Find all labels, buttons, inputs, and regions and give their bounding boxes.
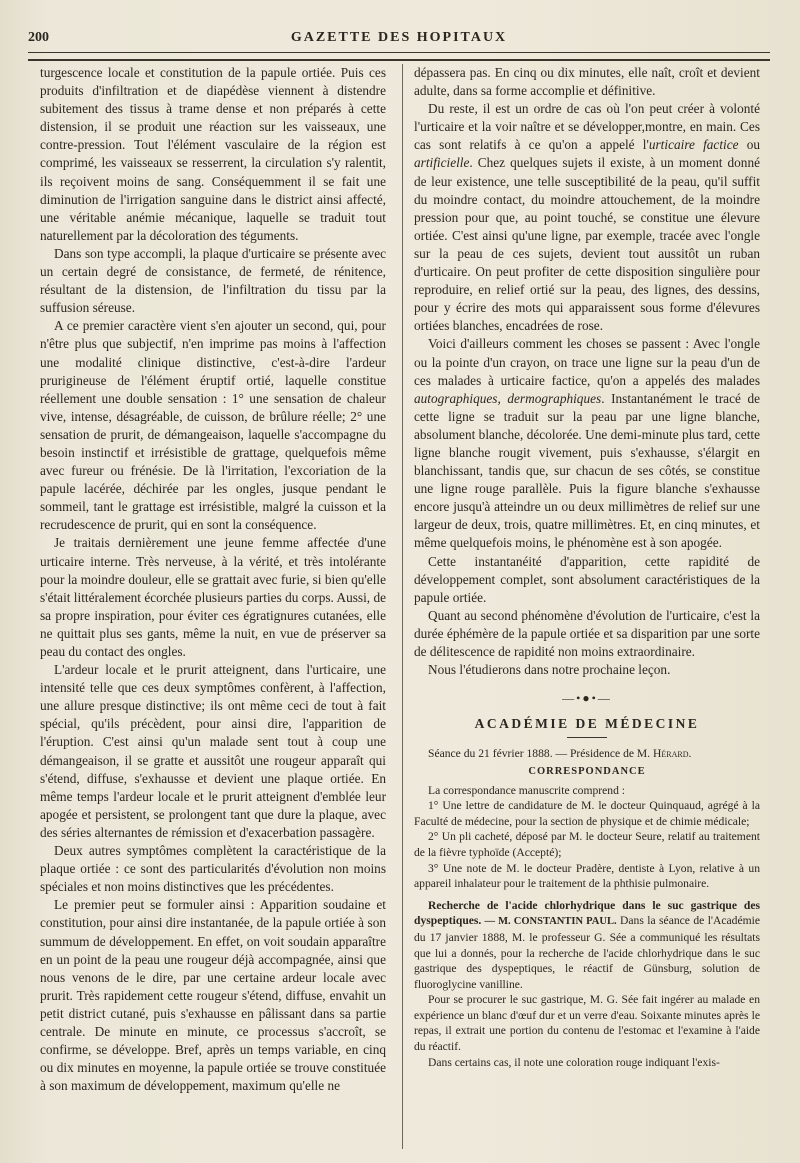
paragraph: Deux autres symptômes complètent la caractéristique de la plaque ortiée : ce sont des particularités d'évolution non moins spéciales et non moins distinctives que les précédentes.	[40, 843, 386, 895]
left-column	[40, 64, 386, 1149]
paragraph: dépassera pas. En cinq ou dix minutes, elle naît, croît et devient adulte, dans sa forme accomplie et définitive.	[414, 65, 760, 99]
column-divider	[402, 64, 403, 1149]
journal-title: GAZETTE DES HOPITAUX	[290, 30, 508, 45]
header-rule	[28, 52, 770, 53]
paragraph: turgescence locale et constitution de la papule ortiée. Puis ces produits d'infiltration et de diapédèse viennent à distendre subitement des tissus à trame dense et non préparés à cette distension, il se produit une réaction sur les vaisseaux, une contre-pression. Tout l'élément vasculaire de la région est comprimé, les vaisseaux se resserrent, la circulation s'y ralentit, ils reçoivent moins de sang. Conséquemment il se fait une diminution de l'irrigation sanguine dans le district ainsi affecté, une véritable anémie mécanique, laquelle se traduit tout naturellement par la décoloration des téguments.	[40, 65, 386, 243]
header-rule-double	[28, 59, 770, 61]
text-run: Séance du 21 février 1888. — Présidence de M.	[428, 747, 654, 761]
paragraph: Le premier peut se formuler ainsi : Apparition soudaine et constitution, pour ainsi dire instantanée, de la papule ortiée à son summum de développement. En effet, on voit soudain apparaître en un point de la peau une rougeur déjà accompagnée, ainsi que nous venons de le dire, par une certaine ardeur locale avec prurit. Très rapidement cette rougeur s'étend, diffuse, envahit un petit district cutané, puis s'exhausse en pâlissant dans sa partie centrale. De minute en minute, ce processus s'accroît, se confirme, se développe. Bref, après un temps variable, en cinq ou dix minutes en moyenne, la papule ortiée se trouve constituée à son maximum de développement, maximum qu'elle ne	[40, 897, 386, 1094]
text-run: .	[688, 747, 692, 761]
paragraph	[414, 335, 760, 552]
paragraph	[414, 100, 760, 335]
page-number: 200	[28, 30, 49, 45]
academie-report	[414, 746, 760, 1070]
italic-term: urticaire factice	[648, 137, 739, 153]
list-item: 1° Une lettre de candidature de M. le docteur Quinquaud, agrégé à la Faculté de médecine, pour la section de physique et de chimie médicale;	[414, 799, 760, 828]
paragraph: Quant au second phénomène d'évolution de l'urticaire, c'est la durée éphémère de la papule ortiée et sa disparition par une sorte de délitescence de rapidité non moins extraordinaire.	[414, 607, 760, 659]
president-name: Hérard	[653, 747, 689, 761]
section-title: ACADÉMIE DE MÉDECINE	[474, 716, 700, 732]
article-author: — M. CONSTANTIN PAUL.	[481, 916, 617, 928]
text-run: ou	[738, 137, 760, 153]
text-run: Du reste, il est un ordre de cas où l'on peut créer à volonté l'urticaire et la voir naître et se développer,montre, en main. Ces cas sont relatifs à ce qu'on a appelé l'	[414, 101, 760, 153]
paragraph: Nous l'étudierons dans notre prochaine leçon.	[428, 662, 671, 678]
seance-line	[414, 746, 760, 762]
section-ornament: —•●•—	[562, 691, 612, 706]
page-header	[28, 28, 770, 50]
paragraph	[414, 898, 760, 993]
subheading: CORRESPONDANCE	[528, 765, 646, 777]
paragraph: L'ardeur locale et le prurit atteignent, dans l'urticaire, une intensité telle que ces deux symptômes confèrent, à l'affection, une allure presque distinctive; ils ont même ceci de tout à fait spécial, qu'ils précèdent, pour ainsi dire, l'apparition de l'éruption. C'est ainsi qu'un malade sent tout à coup une démangeaison, il se gratte et aussitôt une rougeur apparaît qui s'étend, diffuse, s'exhausse et devient une plaque ortiée. En même temps l'ardeur locale et le prurit atteignent d'emblée leur apogée et persistent, se prolongent tant que dure la plaque, avec des séries alternantes de rémission et d'exacerbation passagère.	[40, 662, 386, 840]
text-run: . Chez quelques sujets il existe, à un moment donné de leur existence, une telle susceptibilité de la peau, qu'il suffit du moindre contact, du moindre attouchement, de la moindre pression pour que, au point touché, se constitue une élevure ortiée. C'est ainsi qu'une ligne, par exemple, tracée avec l'ongle sur la peau de ces sujets, devient tout aussitôt un ruban d'urticaire. On peut profiter de cette disposition singulière pour reproduire, en relief ortié sur la peau, des lignes, des dessins, pour y écrire des mots qui apparaissent sous forme d'élevures ortiées blanches, encadrées de rose.	[414, 155, 760, 334]
paragraph: Pour se procurer le suc gastrique, M. G. Sée fait ingérer au malade en expérience un blanc d'œuf dur et un verre d'eau. Soixante minutes après le repas, il extrait une portion du contenu de l'estomac et l'examine à l'aide du réactif.	[414, 993, 760, 1054]
text-run: . Instantanément le tracé de cette ligne se traduit sur la peau par une ligne blanche, absolument blanche, décolorée. Une demi-minute plus tard, cette ligne blanche rougit vivement, puis s'exhausse, s'élargit en blanchissant, tandis que, sur chacun de ses côtés, se constitue une ligne rouge parallèle. Puis la figure blanche s'exhausse encore jusqu'à atteindre un ou deux millimètres de relief sur une largeur de deux, trois, quatre millimètres. Et, en cinq minutes, et même quelquefois moins, le phénomène est à son apogée.	[414, 390, 760, 551]
paragraph: Dans son type accompli, la plaque d'urticaire se présente avec un certain degré de consistance, de fermeté, de rénitence, résultant de la distension, de l'infiltration du tissu par la suffusion séreuse.	[40, 245, 386, 316]
italic-term: artificielle	[414, 155, 470, 171]
paragraph: A ce premier caractère vient s'en ajouter un second, qui, pour n'être plus que subjectif, n'en imprime pas moins à l'affection une modalité clinique distinctive, c'est-à-dire l'ardeur prurigineuse de l'élément éruptif ortié, laquelle constitue réellement une double sensation : 1° une sensation de chaleur vive, intense, désagréable, de cuisson, de brûlure réelle; 2° une sensation de prurit, de démangeaison, laquelle s'accompagne du besoin instinctif et irrésistible de grattage, quelquefois même avec fureur ou frénésie. De là l'irritation, l'excoriation de la papule lacérée, déchirée par les ongles, jusque pendant le sommeil, tant le grattage est irrésistible, malgré la cuisson et la recrudescence de prurit, qui en sont la conséquence.	[40, 318, 386, 533]
list-item: 2° Un pli cacheté, déposé par M. le docteur Seure, relatif au traitement de la fièvre typhoïde (Accepté);	[414, 830, 760, 859]
paragraph: Dans certains cas, il note une coloration rouge indiquant l'exis-	[428, 1055, 720, 1069]
text-run: Dans la séance de l'Académie du 17 janvier 1888, M. le professeur G. Sée a communiqué les résultats que lui a donnés, pour la recherche de l'acide chlorhydrique dans le suc gastrique des dyspeptiques, le réactif de Günsburg, solution de fluoroglycine vanilline.	[414, 914, 760, 991]
paragraph: La correspondance manuscrite comprend :	[428, 783, 626, 797]
right-column	[414, 64, 760, 1149]
paragraph: Cette instantanéité d'apparition, cette rapidité de développement complet, sont absolument caractéristiques de la papule ortiée.	[414, 553, 760, 605]
article-title: Recherche de l'acide chlorhydrique dans le suc gastrique des dyspeptiques.	[414, 898, 760, 928]
title-rule	[567, 737, 607, 738]
paragraph: Je traitais dernièrement une jeune femme affectée d'une urticaire interne. Très nerveuse, à la vérité, et très intolérante pour la moindre douleur, elle se grattait avec furie, si bien qu'elle s'était littéralement écorchée plusieurs parties du corps. Aussi, de sa propre inspiration, pour éviter ces égratignures cutanées, elle ne quittait plus ses gants, même la nuit, en vue de préserver sa peau du contact des ongles.	[40, 535, 386, 659]
italic-term: autographiques, dermographiques	[414, 390, 602, 406]
list-item: 3° Une note de M. le docteur Pradère, dentiste à Lyon, relative à un appareil inhalateur pour le traitement de la phthisie pulmonaire.	[414, 861, 760, 891]
text-run: Voici d'ailleurs comment les choses se passent : Avec l'ongle ou la pointe d'un crayon, on trace une ligne sur la peau d'un de ces malades à urticaire factice, qu'on a appelés des malades	[414, 336, 760, 388]
